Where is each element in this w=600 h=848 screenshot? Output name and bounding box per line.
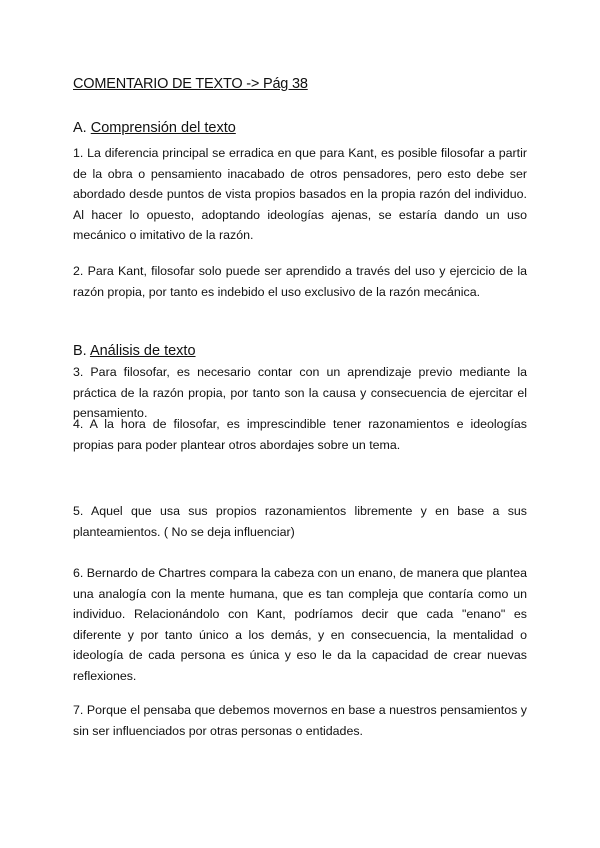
section-b-letter: B. <box>73 343 87 359</box>
paragraph-4: 4. A la hora de filosofar, es imprescindible tener razonamientos e ideologías propias para poder plantear otros abordajes sobre un tema. <box>73 417 527 452</box>
paragraph-6: 6. Bernardo de Chartres compara la cabeza con un enano, de manera que plantea una analogía con la mente humana, que es tan compleja que contaría como un individuo. Relacionándolo con Kant, podríamos decir que cada "enano" es diferente y por tanto único a los demás, y en consecuencia, la mentalidad o ideología de cada persona es única y eso le da la capacidad de crear nuevas reflexiones. <box>73 566 527 683</box>
paragraph-5: 5. Aquel que usa sus propios razonamientos libremente y en base a sus planteamientos. ( No se deja influenciar) <box>73 504 527 539</box>
paragraph-3: 3. Para filosofar, es necesario contar con un aprendizaje previo mediante la práctica de la razón propia, por tanto son la causa y consecuencia de ejercitar el pensamiento. <box>73 365 527 420</box>
section-a-title: Comprensión del texto <box>90 120 236 136</box>
section-a-letter: A. <box>73 120 87 136</box>
section-b-title: Análisis de texto <box>89 343 196 359</box>
section-b-heading <box>73 343 196 359</box>
page-title: COMENTARIO DE TEXTO -> Pág 38 <box>73 76 308 92</box>
paragraph-2: 2. Para Kant, filosofar solo puede ser aprendido a través del uso y ejercicio de la razón propia, por tanto es indebido el uso exclusivo de la razón mecánica. <box>73 264 527 299</box>
paragraph-1: 1. La diferencia principal se erradica en que para Kant, es posible filosofar a partir de la obra o pensamiento inacabado de otros pensadores, pero esto debe ser abordado desde puntos de vista propios basados en la propia razón del individuo. Al hacer lo opuesto, adoptando ideologías ajenas, se estaría dando un uso mecánico o imitativo de la razón. <box>73 146 527 242</box>
paragraph-7: 7. Porque el pensaba que debemos movernos en base a nuestros pensamientos y sin ser influenciados por otras personas o entidades. <box>73 703 527 738</box>
section-a-heading <box>73 120 236 136</box>
